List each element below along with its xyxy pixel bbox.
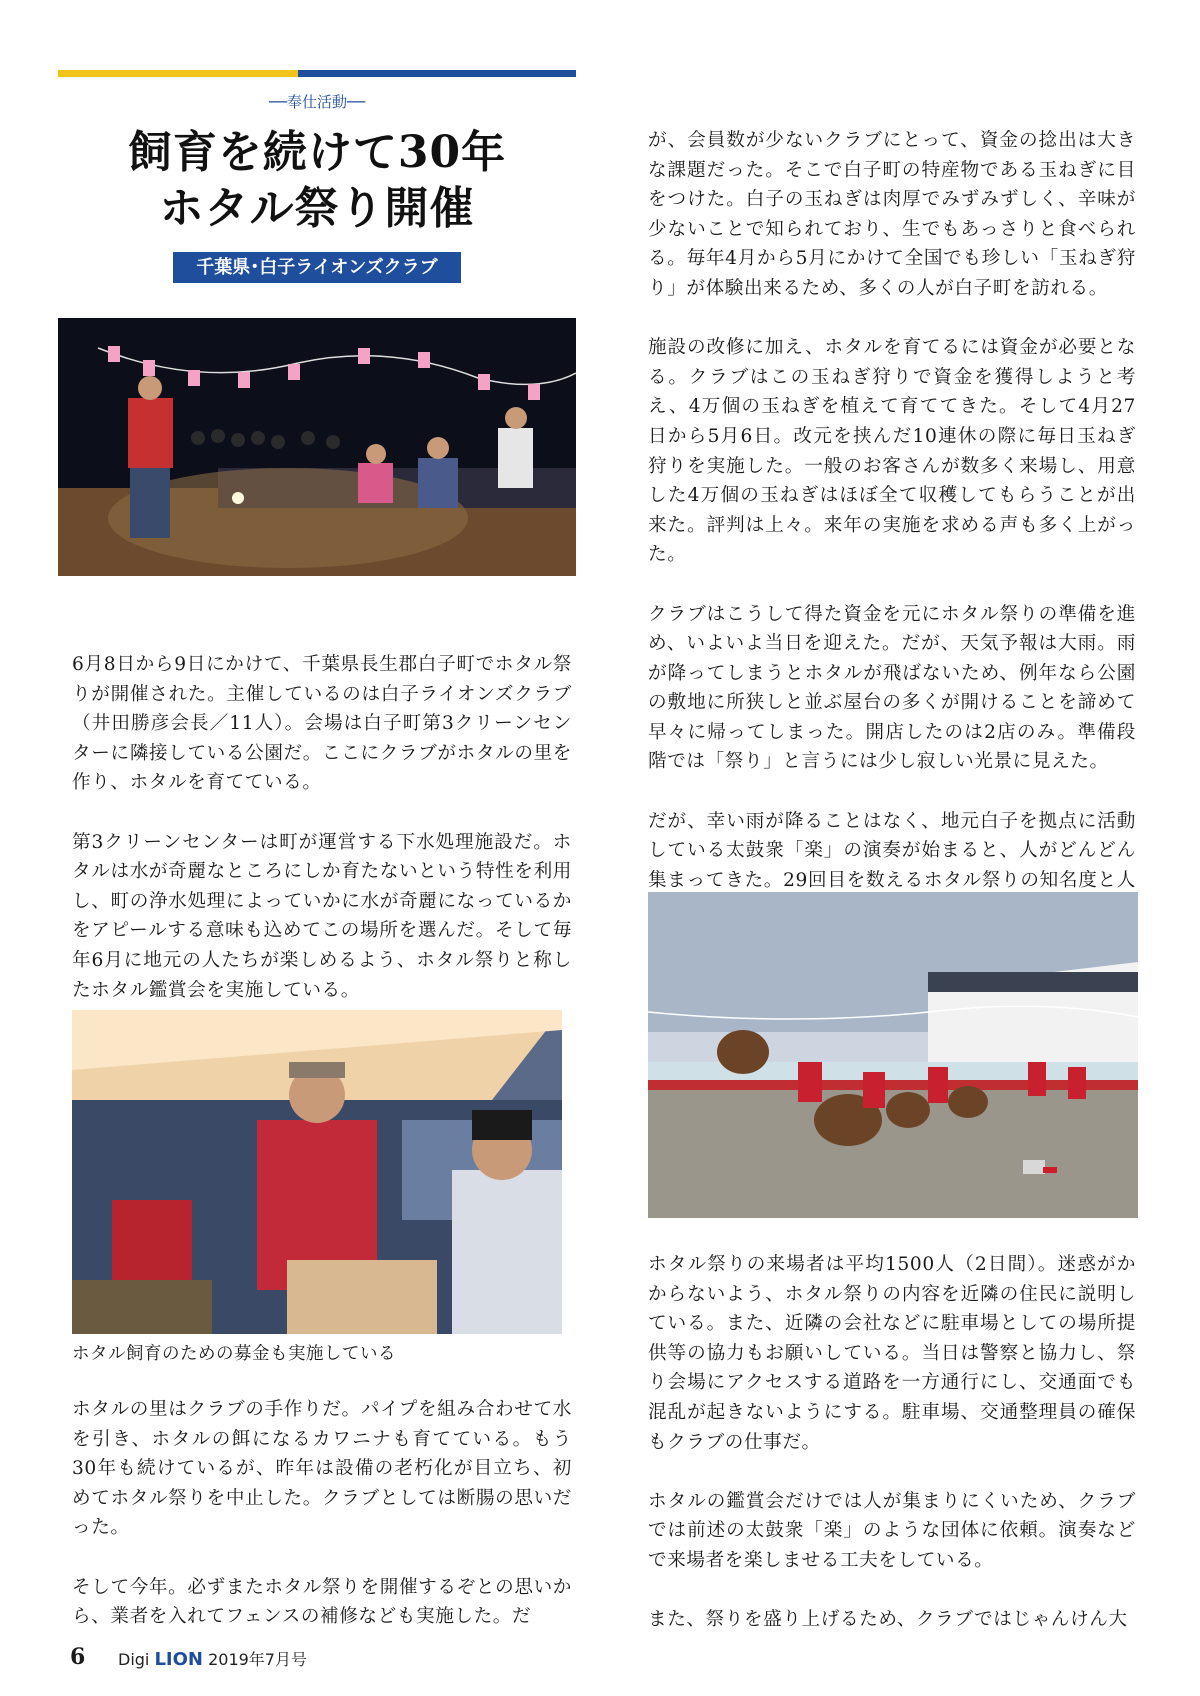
issue-date: 2019年7月号: [203, 1650, 307, 1669]
left-column-text-top: [72, 650, 572, 1035]
left-column-text-bottom: [72, 1395, 572, 1661]
paragraph: 第3クリーンセンターは町が運営する下水処理施設だ。ホタルは水が奇麗なところにしか育たないという特性を利用し、町の浄水処理によっていかに水が奇麗になっているかをアピールする意味も込めてこの場所を選んだ。そして毎年6月に地元の人たちが楽しめるよう、ホタル祭りと称したホタル鑑賞会を実施している。: [72, 831, 572, 1001]
paragraph: 施設の改修に加え、ホタルを育てるには資金が必要となる。クラブはこの玉ねぎ狩りで資金を獲得しようと考え、4万個の玉ねぎを植えて育ててきた。そして4月27日から5月6日。改元を挟んだ10連休の際に毎日玉ねぎ狩りを実施した。一般のお客さんが数多く来場し、用意した4万個の玉ねぎはほぼ全て収穫してもらうことが出来た。評判は上々。来年の実施を求める声も多く上がった。: [648, 337, 1136, 566]
header-accent-bar: [58, 70, 576, 77]
accent-bar-blue: [298, 70, 576, 77]
photo-night-festival: [58, 318, 576, 576]
photo-caption: ホタル飼育のための募金も実施している: [72, 1344, 396, 1364]
right-column-text-bottom: [648, 1250, 1136, 1664]
title-line-1: 飼育を続けて30年: [127, 127, 507, 178]
paragraph: そして今年。必ずまたホタル祭りを開催するぞとの思いから、業者を入れてフェンスの補修なども実施した。だ: [72, 1576, 572, 1628]
page-number: 6: [70, 1644, 86, 1670]
paragraph: クラブはこうして得た資金を元にホタル祭りの準備を進め、いよいよ当日を迎えた。だが、天気予報は大雨。雨が降ってしまうとホタルが飛ばないため、例年なら公園の敷地に所狭しと並ぶ屋台の多くが開けることを諦めて早々に帰ってしまった。開店したのは2店のみ。準備段階では「祭り」と言うには少し寂しい光景に見えた。: [648, 603, 1136, 773]
paragraph: また、祭りを盛り上げるため、クラブではじゃんけん大: [648, 1609, 1128, 1631]
paragraph: ホタル祭りの来場者は平均1500人（2日間）。迷惑がかからないよう、ホタル祭りの内容を近隣の住民に説明している。また、近隣の会社などに駐車場としての場所提供等の協力もお願いしている。当日は警察と協力し、祭り会場にアクセスする道路を一方通行にし、交通面でも混乱が起きないようにする。駐車場、交通整理員の確保もクラブの仕事だ。: [648, 1254, 1136, 1453]
accent-bar-yellow: [58, 70, 298, 77]
magazine-prefix: Digi: [118, 1650, 155, 1669]
paragraph: だが、幸い雨が降ることはなく、地元白子を拠点に活動している太鼓衆「楽」の演奏が始まると、人がどんどん集まってきた。29回目を数えるホタル祭りの知名度と人: [648, 810, 1136, 891]
paragraph: 6月8日から9日にかけて、千葉県長生郡白子町でホタル祭りが開催された。主催しているのは白子ライオンズクラブ（井田勝彦会長／11人）。会場は白子町第3クリーンセンターに隣接している公園だ。ここにクラブがホタルの里を作り、ホタルを育てている。: [72, 654, 572, 794]
photo-taiko-drummers: [648, 892, 1138, 1218]
photo-donation-box: [72, 1010, 562, 1334]
paragraph: ホタルの鑑賞会だけでは人が集まりにくいため、クラブでは前述の太鼓衆「楽」のような団体に依頼。演奏などで来場者を楽しませる工夫をしている。: [648, 1490, 1136, 1571]
title-line-2: ホタル祭り開催: [159, 183, 475, 234]
magazine-name: LION: [154, 1649, 203, 1670]
magazine-credit: [118, 1647, 307, 1670]
right-column-text-top: [648, 126, 1136, 955]
section-label: ──奉仕活動──: [268, 93, 366, 111]
club-name-badge: 千葉県･白子ライオンズクラブ: [173, 252, 461, 283]
paragraph: が、会員数が少ないクラブにとって、資金の捻出は大きな課題だった。そこで白子町の特産物である玉ねぎに目をつけた。白子の玉ねぎは肉厚でみずみずしく、辛味が少ないことで知られており、生でもあっさりと食べられる。毎年4月から5月にかけて全国でも珍しい「玉ねぎ狩り」が体験出来るため、多くの人が白子町を訪れる。: [648, 130, 1136, 299]
article-title: [58, 125, 576, 237]
paragraph: ホタルの里はクラブの手作りだ。パイプを組み合わせて水を引き、ホタルの餌になるカワニナも育てている。もう30年も続けているが、昨年は設備の老朽化が目立ち、初めてホタル祭りを中止した。クラブとしては断腸の思いだった。: [72, 1399, 572, 1539]
